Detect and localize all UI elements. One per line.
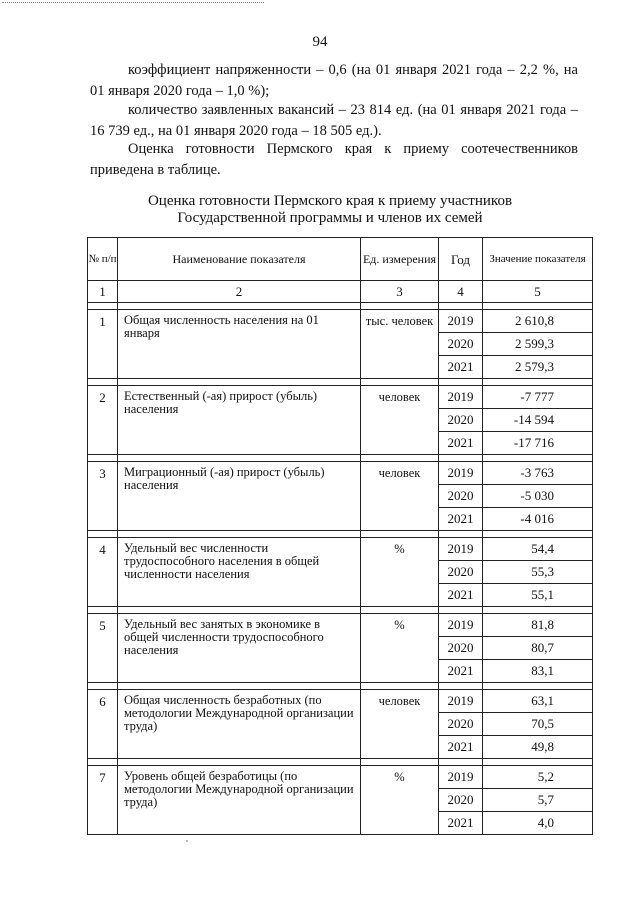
paragraph-text: количество заявленных вакансий – 23 814 ед. (на 01 января 2021 года – 16 739 ед., на 01 января 2020 года – 18 505 ед.). (90, 102, 578, 139)
gap-cell (483, 531, 593, 538)
column-number: 3 (361, 281, 439, 303)
indicator-unit: тыс. человек (361, 310, 439, 379)
table-row (88, 310, 593, 333)
gap-cell (118, 607, 361, 614)
year-cell: 2019 (439, 538, 483, 561)
gap-cell (439, 303, 483, 310)
value-cell: 2 610,8 (483, 310, 593, 333)
indicator-name: Уровень общей безработицы (по методологии Международной организации труда) (118, 766, 361, 835)
gap-cell (361, 759, 439, 766)
gap-cell (439, 607, 483, 614)
value-cell: 2 579,3 (483, 356, 593, 379)
gap-cell (118, 379, 361, 386)
gap-cell (483, 683, 593, 690)
table-title-line-1: Оценка готовности Пермского края к приему участников (147, 193, 513, 209)
row-number: 5 (88, 614, 118, 683)
indicator-unit: человек (361, 462, 439, 531)
value-cell: 55,3 (483, 561, 593, 584)
gap-cell (88, 683, 118, 690)
page-number: 94 (312, 34, 328, 50)
value-cell: 2 599,3 (483, 333, 593, 356)
year-cell: 2019 (439, 386, 483, 409)
gap-cell (118, 303, 361, 310)
table-row (88, 386, 593, 409)
year-cell: 2020 (439, 561, 483, 584)
row-number: 4 (88, 538, 118, 607)
gap-cell (88, 607, 118, 614)
gap-cell (361, 303, 439, 310)
gap-cell (439, 379, 483, 386)
indicator-name: Удельный вес занятых в экономике в общей численности трудоспособного населения (118, 614, 361, 683)
year-cell: 2020 (439, 713, 483, 736)
row-number: 1 (88, 310, 118, 379)
value-cell: 83,1 (483, 660, 593, 683)
gap-cell (483, 759, 593, 766)
value-cell: -7 777 (483, 386, 593, 409)
row-number: 7 (88, 766, 118, 835)
paragraph-text: Оценка готовности Пермского края к приему соотечественников приведена в таблице. (90, 141, 578, 178)
year-cell: 2019 (439, 614, 483, 637)
gap-cell (88, 531, 118, 538)
year-cell: 2019 (439, 766, 483, 789)
table-row (88, 614, 593, 637)
value-cell: -17 716 (483, 432, 593, 455)
header-value: Значение показателя (483, 238, 593, 281)
year-cell: 2021 (439, 812, 483, 835)
value-cell: 55,1 (483, 584, 593, 607)
indicator-name: Общая численность населения на 01 января (118, 310, 361, 379)
gap-cell (118, 531, 361, 538)
year-cell: 2021 (439, 508, 483, 531)
paragraph-tension-coefficient (90, 60, 578, 101)
year-cell: 2020 (439, 409, 483, 432)
table-row-gap (88, 379, 593, 386)
header-unit: Ед. измерения (361, 238, 439, 281)
indicator-unit: человек (361, 386, 439, 455)
table-row (88, 538, 593, 561)
header-no: № п/п (88, 238, 118, 281)
column-number-row (88, 281, 593, 303)
readiness-table (87, 237, 593, 835)
gap-cell (361, 531, 439, 538)
table-row (88, 766, 593, 789)
gap-cell (118, 683, 361, 690)
table-row-gap (88, 531, 593, 538)
table-row-gap (88, 759, 593, 766)
value-cell: 5,2 (483, 766, 593, 789)
value-cell: 70,5 (483, 713, 593, 736)
table-title (100, 193, 560, 227)
value-cell: 63,1 (483, 690, 593, 713)
gap-cell (118, 455, 361, 462)
value-cell: 80,7 (483, 637, 593, 660)
gap-cell (483, 303, 593, 310)
paragraph-readiness-intro (90, 139, 578, 180)
table-row (88, 690, 593, 713)
indicator-unit: % (361, 614, 439, 683)
gap-cell (439, 531, 483, 538)
year-cell: 2021 (439, 432, 483, 455)
year-cell: 2020 (439, 789, 483, 812)
table-row-gap (88, 607, 593, 614)
gap-cell (439, 759, 483, 766)
row-number: 2 (88, 386, 118, 455)
indicator-unit: человек (361, 690, 439, 759)
year-cell: 2019 (439, 462, 483, 485)
header-name: Наименование показателя (118, 238, 361, 281)
row-number: 6 (88, 690, 118, 759)
indicator-unit: % (361, 538, 439, 607)
column-number: 5 (483, 281, 593, 303)
column-number: 2 (118, 281, 361, 303)
indicator-name: Общая численность безработных (по методологии Международной организации труда) (118, 690, 361, 759)
year-cell: 2021 (439, 736, 483, 759)
year-cell: 2020 (439, 637, 483, 660)
value-cell: -14 594 (483, 409, 593, 432)
header-year: Год (439, 238, 483, 281)
gap-cell (483, 379, 593, 386)
table-row-gap (88, 455, 593, 462)
year-cell: 2021 (439, 356, 483, 379)
value-cell: 5,7 (483, 789, 593, 812)
gap-cell (483, 607, 593, 614)
year-cell: 2020 (439, 485, 483, 508)
gap-cell (439, 683, 483, 690)
year-cell: 2019 (439, 690, 483, 713)
gap-cell (118, 759, 361, 766)
top-dotted-rule (2, 2, 264, 3)
value-cell: 81,8 (483, 614, 593, 637)
value-cell: -5 030 (483, 485, 593, 508)
gap-cell (88, 759, 118, 766)
gap-cell (88, 303, 118, 310)
year-cell: 2021 (439, 584, 483, 607)
row-number: 3 (88, 462, 118, 531)
table-title-line-2: Государственной программы и членов их семей (177, 210, 483, 226)
column-number: 4 (439, 281, 483, 303)
table-row-gap (88, 683, 593, 690)
table-row-gap (88, 303, 593, 310)
value-cell: 4,0 (483, 812, 593, 835)
gap-cell (361, 683, 439, 690)
value-cell: 49,8 (483, 736, 593, 759)
indicator-unit: % (361, 766, 439, 835)
indicator-name: Естественный (-ая) прирост (убыль) населения (118, 386, 361, 455)
value-cell: 54,4 (483, 538, 593, 561)
indicator-name: Удельный вес численности трудоспособного населения в общей численности населения (118, 538, 361, 607)
indicator-name: Миграционный (-ая) прирост (убыль) населения (118, 462, 361, 531)
gap-cell (361, 607, 439, 614)
scan-dot (186, 840, 188, 842)
gap-cell (483, 455, 593, 462)
paragraph-vacancies (90, 100, 578, 141)
gap-cell (361, 455, 439, 462)
value-cell: -4 016 (483, 508, 593, 531)
gap-cell (361, 379, 439, 386)
value-cell: -3 763 (483, 462, 593, 485)
paragraph-text: коэффициент напряженности – 0,6 (на 01 января 2021 года – 2,2 %, на 01 января 2020 года – 1,0 %); (90, 62, 578, 99)
year-cell: 2019 (439, 310, 483, 333)
gap-cell (88, 379, 118, 386)
table-header-row (88, 238, 593, 281)
column-number: 1 (88, 281, 118, 303)
gap-cell (88, 455, 118, 462)
year-cell: 2021 (439, 660, 483, 683)
gap-cell (439, 455, 483, 462)
table-row (88, 462, 593, 485)
year-cell: 2020 (439, 333, 483, 356)
